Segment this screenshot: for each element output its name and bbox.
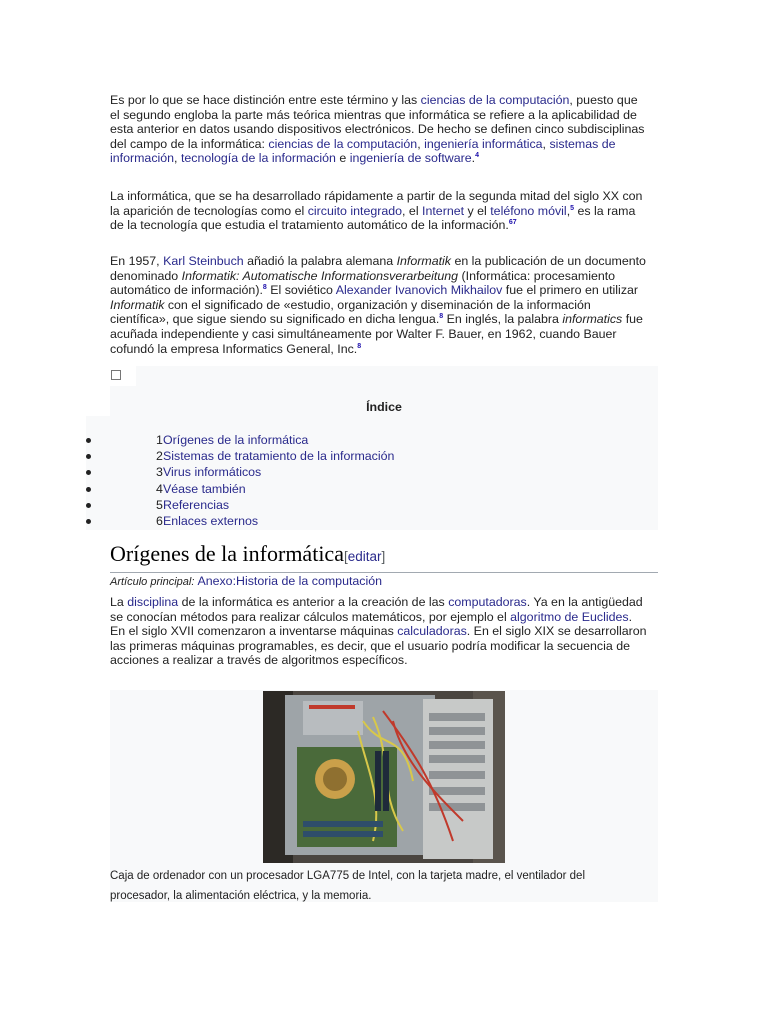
text: de la informática es anterior a la creación de las [178,595,449,609]
text: Es por lo que se hace distinción entre este término y las [110,93,421,107]
toc-item-link[interactable]: Véase también [163,481,246,496]
italic-term: informatics [562,312,623,327]
text: (Informática: procesamiento automático de información). [110,268,616,298]
bullet-icon [86,438,91,443]
toc-title: Índice [366,400,402,414]
link-sistemas-informacion[interactable]: sistemas de información [110,136,616,166]
section-heading [110,540,658,573]
toc-item-number: 4 [156,481,163,496]
link-algoritmo-euclides[interactable]: algoritmo de Euclides [510,609,629,624]
link-circuito-integrado[interactable]: circuito integrado [307,203,403,218]
text: , [174,151,181,166]
edit-bracket: [ [343,549,348,564]
edit-section [344,549,385,564]
link-anexo-historia[interactable]: Anexo:Historia de la computación [197,574,383,588]
computer-case-image[interactable] [263,691,505,863]
link-internet[interactable]: Internet [422,203,465,218]
link-telefono-movil[interactable]: teléfono móvil [490,203,567,218]
bullet-icon [86,519,91,524]
toc-item-link[interactable]: Virus informáticos [163,465,262,480]
link-mikhailov[interactable]: Alexander Ivanovich Mikhailov [335,283,503,298]
text: y el [464,203,491,218]
text: . [471,151,476,166]
text: . En el siglo XVII comenzaron a inventarse máquinas [110,609,633,639]
hatnote-main-article [110,574,382,589]
link-tecnologia-informacion[interactable]: tecnología de la información [180,151,336,166]
paragraph-definition [110,93,650,166]
link-ciencias-computacion[interactable]: ciencias de la computación [420,93,570,107]
reference-link[interactable]: 67 [508,219,517,227]
text: añadió la palabra alemana [243,254,397,268]
reference-link[interactable]: 5 [570,204,575,212]
edit-link[interactable]: editar [347,549,382,564]
paragraph-origins [110,595,650,668]
toc-item-link[interactable]: Referencias [163,497,230,512]
hatnote-label: Artículo principal: [110,576,198,588]
toc-item-number: 1 [156,433,163,447]
edit-bracket: ] [381,549,386,564]
bullet-icon [86,503,91,508]
reference-link[interactable]: 8 [357,342,362,350]
text: e [335,151,350,166]
paragraph-history-term [110,254,650,356]
toc-toggle-checkbox[interactable] [111,370,121,380]
link-ciencias-computacion-2[interactable]: ciencias de la computación [268,136,418,151]
reference-link[interactable]: 8 [262,284,267,292]
text: es la rama de la tecnología que estudia el tratamiento automático de la información. [110,203,636,233]
toc-item-link[interactable]: Sistemas de tratamiento de la información [163,449,395,464]
link-computadoras[interactable]: computadoras [448,595,527,609]
link-karl-steinbuch[interactable]: Karl Steinbuch [163,254,244,268]
paragraph-development [110,189,650,233]
reference-link[interactable]: 8 [439,313,444,321]
text: En 1957, [110,254,164,268]
figure-caption: Caja de ordenador con un procesador LGA775 de Intel, con la tarjeta madre, el ventilador del procesador, la alimentación eléctrica, y la memoria. [110,870,585,902]
link-disciplina[interactable]: disciplina [127,595,179,609]
text: , [566,203,571,218]
bullet-icon [86,487,91,492]
text: con el significado de «estudio, organización y diseminación de la información científica», que sigue siendo su significado en dicha lengua. [110,297,591,327]
italic-term: Informatik [396,254,451,268]
computer-case-illustration [263,691,505,863]
italic-term: Informatik [110,297,165,312]
toc-item-number: 2 [156,449,163,464]
link-ingenieria-software[interactable]: ingeniería de software [349,151,472,166]
text: En inglés, la palabra [443,312,563,327]
section-heading-text: Orígenes de la informática [110,541,344,566]
text: . En el siglo XIX se desarrollaron las primeras máquinas programables, es decir, que el usuario podría modificar la secuencia de acciones a realizar a través de algoritmos específicos. [110,624,647,668]
text: . Ya en la antigüedad se conocían métodos para realizar cálculos matemáticos, por ejemplo el [110,595,643,624]
toc-item-number: 3 [156,465,163,480]
toc-item-link[interactable]: Enlaces externos [163,513,259,528]
link-ingenieria-informatica[interactable]: ingeniería informática [424,136,543,151]
text: , puesto que el segundo engloba la parte más teórica mientras que informática se refiere a la aplicabilidad de esta anterior en datos usando dispositivos electrónicos. De hecho se definen cinco subdisciplinas del campo de la informática: [110,93,645,151]
reference-link[interactable]: 4 [475,152,479,160]
text: fue el primero en utilizar [502,283,639,298]
text: La [110,595,128,609]
text: fue acuñada independiente y casi simultáneamente por Walter F. Bauer, en 1962, cuando Bauer cofundó la empresa Informatics General, Inc. [110,312,643,356]
text: , el [402,203,423,218]
italic-title: Informatik: Automatische Informationsverarbeitung [181,268,459,283]
text: El soviético [266,283,336,298]
toc-item-number: 6 [156,513,163,528]
text: La informática, que se ha desarrollado rápidamente a partir de la segunda mitad del siglo XX con la aparición de tecnologías como el [110,189,643,218]
text: en la publicación de un documento denominado [110,254,646,283]
toc-item-number: 5 [156,497,163,512]
text: , [417,136,425,151]
link-calculadoras[interactable]: calculadoras [397,624,467,639]
text: , [542,136,550,151]
toc-item-link[interactable]: Orígenes de la informática [163,433,309,447]
